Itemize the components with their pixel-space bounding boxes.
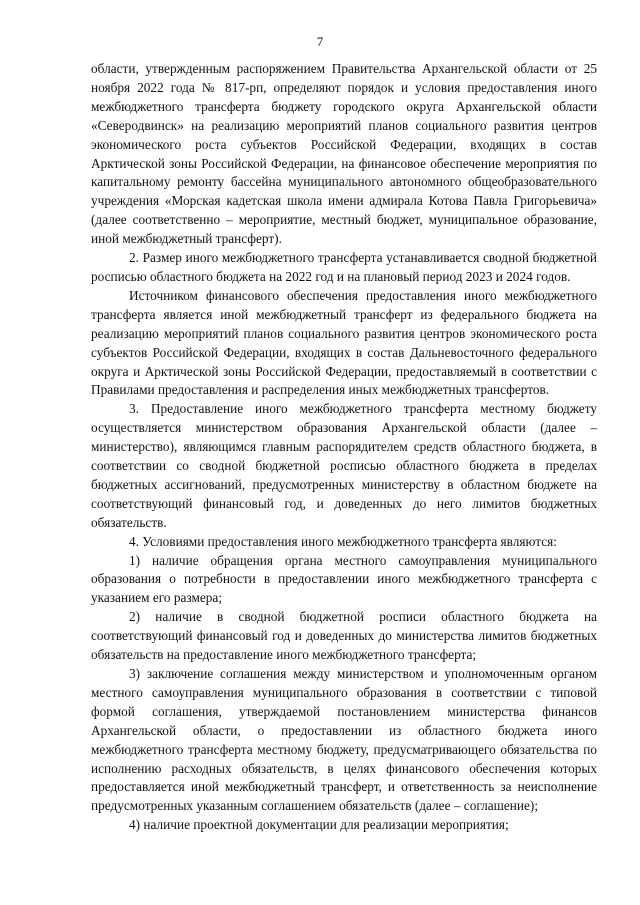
paragraph-item-4: 4. Условиями предоставления иного межбюджетного трансферта являются: [129,533,557,549]
paragraph-item-2: 2. Размер иного межбюджетного трансферта устанавливается сводной бюджетной росписью областного бюджета на 2022 год и на плановый период 2023 и 2024 годов. [91,250,597,284]
document-body [91,60,597,835]
condition-3: 3) заключение соглашения между министерством и уполномоченным органом местного самоуправления муниципального образования в соответствии с типовой формой соглашения, утверждаемой постановлением министерства финансов Архангельской области, о предоставлении из областного бюджета иного межбюджетного трансферта местному бюджету, предусматривающего обязательства по исполнению расходных обязательств, в целях финансового обеспечения которых предоставляется иной межбюджетный трансферт, и ответственность за неисполнение предусмотренных указанным соглашением обязательств (далее – соглашение); [91,666,597,814]
paragraph-continuation: области, утвержденным распоряжением Правительства Архангельской области от 25 ноября 2022 года № 817-рп, определяют порядок и условия предоставления иного межбюджетного трансферта бюджету городского округа Архангельской области «Северодвинск» на реализацию мероприятий планов социального развития центров экономического роста субъектов Российской Федерации, входящих в состав Арктической зоны Российской Федерации, на финансовое обеспечение мероприятия по капитальному ремонту бассейна муниципального автономного общеобразовательного учреждения «Морская кадетская школа имени адмирала Котова Павла Григорьевича» (далее соответственно – мероприятие, местный бюджет, муниципальное образование, иной межбюджетный трансферт). [91,61,597,247]
paragraph-item-3: 3. Предоставление иного межбюджетного трансферта местному бюджету осуществляется министерством образования Архангельской области (далее – министерство), являющимся главным распорядителем средств областного бюджета, в соответствии со сводной бюджетной росписью областного бюджета в пределах бюджетных ассигнований, предусмотренных министерству в областном бюджете на соответствующий финансовый год, и доведенных до него лимитов бюджетных обязательств. [91,401,597,530]
paragraph-funding-source: Источником финансового обеспечения предоставления иного межбюджетного трансферта является иной межбюджетный трансферт из федерального бюджета на реализацию мероприятий планов социального развития центров экономического роста субъектов Российской Федерации, входящих в состав Дальневосточного федерального округа и Арктической зоны Российской Федерации, предоставляемый в соответствии с Правилами предоставления и распределения иных межбюджетных трансфертов. [91,287,597,398]
condition-4: 4) наличие проектной документации для реализации мероприятия; [129,817,509,833]
condition-1: 1) наличие обращения органа местного самоуправления муниципального образования о потребности в предоставлении иного межбюджетного трансферта с указанием его размера; [91,552,597,606]
page-number: 7 [316,34,324,49]
condition-2: 2) наличие в сводной бюджетной росписи областного бюджета на соответствующий финансовый год и доведенных до министерства лимитов бюджетных обязательств на предоставление иного межбюджетного трансферта; [91,609,597,663]
